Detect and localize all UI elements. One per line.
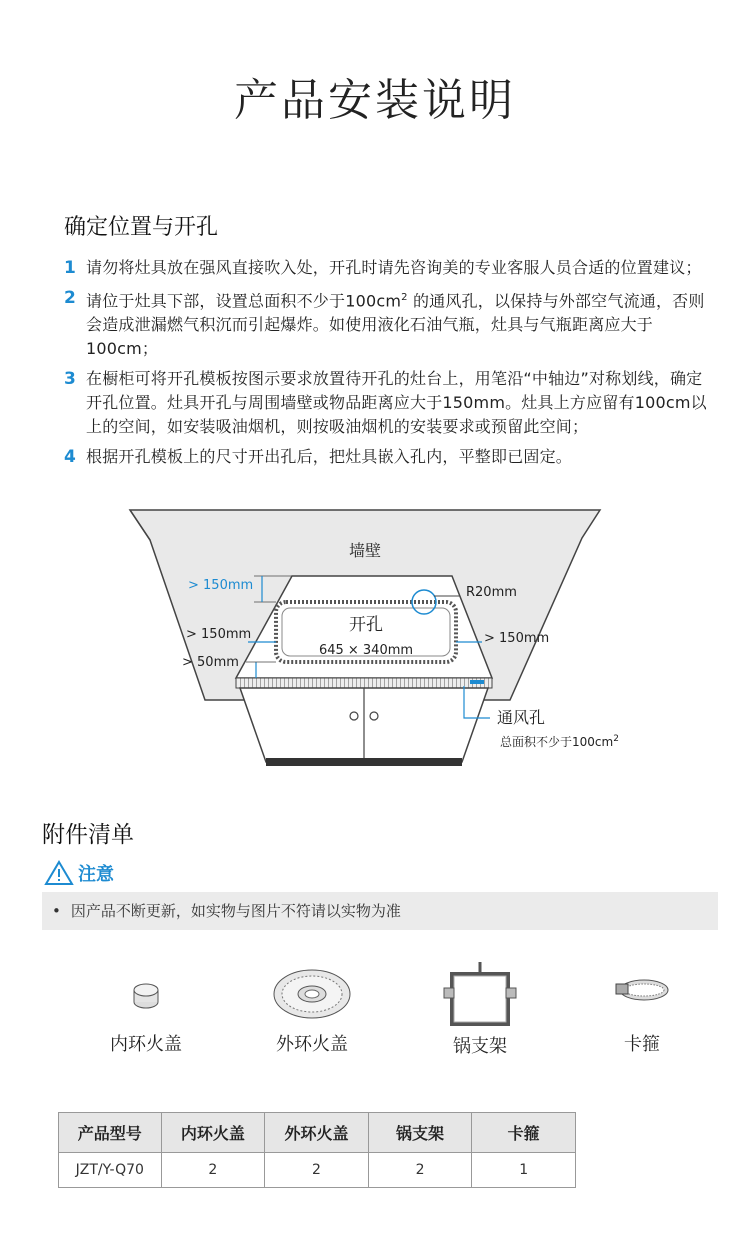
note-text: 因产品不断更新，如实物与图片不符请以实物为准 [70,902,401,920]
step-text: 请勿将灶具放在强风直接吹入处，开孔时请先咨询美的专业客服人员合适的位置建议； [86,258,702,277]
accessory-pan-support [410,960,550,1058]
step-1 [64,256,714,280]
bullet: • [52,902,61,920]
table-header-row [59,1113,576,1153]
radius-label: R20mm [466,585,517,600]
step-3 [64,367,714,439]
outer-burner-cap-icon [272,960,352,1020]
section-title-accessories: 附件清单 [42,822,134,848]
vent-marker [470,680,484,684]
table-cell: 2 [161,1153,265,1188]
accessory-inner-cap [76,960,216,1056]
installation-steps [64,256,714,475]
section-title-installation: 确定位置与开孔 [64,215,219,240]
step-number: 1 [64,258,77,278]
accessory-label: 内环火盖 [110,1034,182,1055]
inner-burner-cap-icon [116,960,176,1020]
counter-edge [236,678,492,688]
step-4 [64,445,714,469]
step-text: 请位于灶具下部，设置总面积不少于100cm [86,291,402,311]
notice-label: 注意 [78,864,114,885]
vent-area-text [500,734,619,749]
vent-area-sup: 2 [613,734,619,744]
step-text: 根据开孔模板上的尺寸开出孔后，把灶具嵌入孔内，平整即已固定。 [86,447,573,467]
table-header: 锅支架 [368,1113,472,1153]
table-cell: 2 [368,1153,472,1188]
front-gap-label: > 50mm [182,655,239,670]
table-header: 卡箍 [472,1113,576,1153]
step-text-cont: 的通风孔，以保持与外部空气流通，否则会造成泄漏燃气积沉而引起爆炸。如使用液化石油气瓶，灶具与气瓶距离应大于100cm； [86,291,705,359]
step-text: 在橱柜可将开孔模板按图示要求放置待开孔的灶台上，用笔沿“中轴边”对称划线，确定开孔位置。灶具开孔与周围墙壁或物品距离应大于150mm。灶具上方应留有100cm以上的空间，如安装吸油烟机，则按吸油烟机的安装要求或预留此空间； [86,369,707,437]
installation-diagram [0,500,750,780]
accessory-outer-cap [242,960,382,1056]
notice [44,860,114,886]
hole-label: 开孔 [349,615,383,635]
superscript: 2 [401,292,408,303]
step-number: 3 [64,369,77,390]
warning-icon [44,860,74,886]
accessory-clamp [572,960,712,1056]
note-bar [42,892,718,930]
left-gap-label: > 150mm [186,627,252,642]
table-header: 产品型号 [59,1113,162,1153]
step-2 [64,286,714,361]
table-cell: 1 [472,1153,576,1188]
clamp-icon [612,960,672,1020]
knob-icon [350,712,358,720]
step-number: 2 [64,288,77,308]
page-title: 产品安装说明 [234,75,516,126]
knob-icon [370,712,378,720]
pan-support-icon [440,960,520,1030]
vent-label: 通风孔 [497,708,546,727]
accessory-label: 锅支架 [453,1036,507,1057]
hole-size: 645 × 340mm [318,643,414,658]
vent-area: 总面积不少于100cm [500,735,614,749]
table-row [59,1153,576,1188]
table-header: 内环火盖 [161,1113,265,1153]
table-header: 外环火盖 [265,1113,369,1153]
table-cell: 2 [265,1153,369,1188]
wall-label: 墙壁 [348,541,382,560]
table-cell-model: JZT/Y-Q70 [59,1153,162,1188]
accessory-table [58,1112,576,1188]
accessory-label: 卡箍 [624,1034,660,1055]
accessory-label: 外环火盖 [276,1034,348,1055]
right-gap-label: > 150mm [484,631,550,646]
step-number: 4 [64,447,77,468]
top-gap-label: > 150mm [188,578,254,593]
